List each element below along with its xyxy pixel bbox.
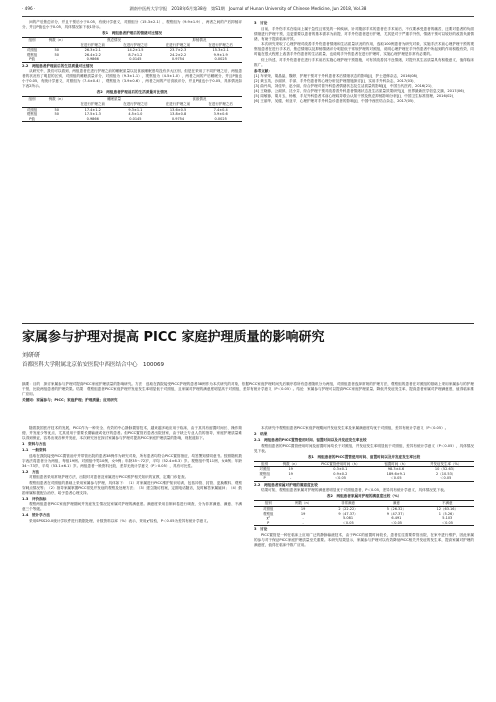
th: 食欲情况 [157,97,242,102]
reference-item: [3] 曲丹凤，刘佳华，赵小丽，综合护理对普外科患者情绪状态及生活质量的影响[J]．中国当代医药，2016(21)． [254,84,436,88]
section-heading: 3 讨论 [254,527,268,532]
cell: 0.0025 [199,57,242,62]
reference-item: [4] 王晓蓉，公淑萍，沈小芬，综合护理干预对改善普外科患者情绪状态及生活质量效果研究[J]．世界最新医学信息文摘，2017(06)． [254,89,468,93]
th: 例数（n） [275,461,306,467]
cell: ＜0.05 [306,476,374,481]
reference-item: [6] 王丽华，吴健，何亚平．心理护理对手外科急诊患者的影响[J]．中国中西医结合杂志，2017(05)． [254,99,418,103]
paragraph: 观察两组患者PICC家庭护理期间并发症发生情况及家属对护理的满意度。满意度采用自制问卷进行调查，分为非常满意、满意、不满意三个等级。 [22,502,242,511]
cell: 0.0145 [114,57,157,62]
table-row [254,476,474,481]
article-title: 家属参与护理对提高 PICC 家庭护理质量的影响研究 [22,330,325,345]
cell: 对照组 [262,506,274,511]
th: 组别 [254,461,275,467]
cell: 观察组 [262,511,274,516]
subsection-heading: 1.1 一般资料 [22,448,47,452]
paragraph: 采用SPSS20.0统计学软件进行数据处理，计数资料以率（%）表示，采用χ²检验，P＜0.05为差异有统计学意义。 [29,518,211,523]
th: 抑郁情况 [157,38,242,43]
cell: ＜0.05 [324,521,372,526]
cell: 0.9866 [71,117,114,122]
emotion-table [22,37,242,63]
th: 组别 [254,501,282,507]
cell: 5.081 [343,516,354,521]
cell: 15.3±2.1 [212,48,229,53]
th: PICC置管使用时间（h） [306,461,374,467]
th: 不满意 [421,501,474,507]
cell: - [282,521,323,526]
cell: 9（47.37） [386,511,407,516]
subsection-heading: 1.4 统计学方法 [22,513,50,517]
th: 在进行护理之前 [71,102,114,107]
cell: P值 [22,117,42,122]
cell: - [302,516,304,521]
paragraph: 观察组患者在对照组的基础上采用家属参与护理，具体如下：（1）对家属进行PICC维护知识培训，包括冲管、封管、更换敷料、观察穿刺点情况等；（2）指导家属掌握PICC常见并发症的观察及处理方法；（3）建立随访档案，定期电话随访，及时解答家属疑问；（4）鼓励家属积极配合治疗，给予患者心理支持。 [22,480,242,495]
cell: 23.7±2.3 [169,48,187,53]
cell: 0.9754 [157,57,200,62]
cell: 6.491 [391,516,402,521]
abstract-text: 摘要：目的 探讨家属参与护理对提高PICC家庭护理质量的影响研究。方法 选取在我院接受PICC护理的患者38例作为本次研究的对象，依据PICC家庭护理时间先后顺序将所有患者随机分为两组，对照组患者选择常规的护理方法，观察组的患者在对照组的基础上采用家属参与的护理干预，比较两组患者的护理效果。结果 观察组患者PICC家庭护理并发症发生率明显低于对照组，且家属对护理的满意度明显高于对照组，差异有统计学意义（P＜0.05）。结论 家属参与护理可以提高PICC家庭护理质量，降低并发症发生率，提高患者家属对护理满意度，值得临床推广应用。 [22,382,474,396]
satisfaction-table [254,500,474,526]
cell: 5.103 [442,516,453,521]
table-caption: 表2 两组患者家属对护理的满意度比较（%） [326,494,402,499]
cell: 对照组 [259,467,270,472]
cell: 3.9±0.6 [213,112,228,117]
cell: 0.0025 [199,117,242,122]
cell: 观察组 [26,52,38,57]
cell: 5（26.32） [386,506,407,511]
bottom-left-column [22,426,242,524]
cell: 17.5±1.3 [84,112,101,117]
cell: 0.3±0.1 [333,467,348,472]
th: 在进行护理之前 [157,43,200,48]
cell: 19 [300,511,306,516]
cell: ＜0.05 [372,521,420,526]
page-header [22,6,474,17]
article-affiliation: 首都医科大学附属北京佑安医院中西医结合中心 100069 [22,362,164,368]
table-row [22,57,242,62]
table2-caption: 表2 两组患者护理前后的生活质量对比情况 [96,90,168,95]
th: 例数（n） [42,38,71,43]
cell: 观察组 [26,112,38,117]
reference-item: [2] 黄玉英，沙丽萍．手部、手外伤患者的心理分析及护理措施探讨[J]．实用手外科杂志，2017(03)． [254,79,418,83]
subsection-heading: 2.2 两组患者家属对护理的满意度比较 [254,482,318,487]
cell: 1（5.26） [438,511,456,516]
section-heading: 3 讨论 [254,21,268,25]
cell: 2（22.22） [338,506,358,511]
table-row [22,117,242,122]
section-heading: 2.2 两组患者护理前后的生活质量对比情况 [22,63,94,68]
cell: P值 [22,57,42,62]
th: 睡眠质量 [71,97,156,102]
paragraph: 本次研究采取了心理护理对改善手外伤患者情绪和生活质量状况的作用，选取100例患者为研究对象，实施手法术前心理护理干预的观察组患者在进行手术后，焦虑情绪以及抑郁情绪评分明显低于常规护理的对照组，说明心理护理在手外伤患者中所起到的作用积极有效，同时能在很大程度上改善手外伤患者的生活质量，也说明手外伤患者在进行护理时，实施心理护理是非常有必要的。 [254,42,474,56]
th: 在进行护理之前 [157,102,200,107]
cell: - [42,57,71,62]
top-right-column [254,20,474,104]
cell: ＜0.05 [421,521,474,526]
section-heading: 2 结果 [254,432,268,436]
th: 在进行护理之后 [199,43,242,48]
th: 例数（n） [42,97,71,102]
abstract-block [22,382,474,403]
cell: 2（10.53） [436,471,456,476]
cell: 50 [54,52,59,57]
cell: 7.4±0.4 [213,107,228,112]
th: 在进行护理之前 [71,43,114,48]
paragraph: 观察组患者的PICC置管使用时间及留置时间均长于对照组，并发症发生率明显低于对照组，差异有统计学意义（P＜0.05），具体情况见下表。 [254,443,474,453]
table1-caption: 表1 两组患者护理后的情绪对比情况 [102,31,162,35]
reference-item: [5] 周敏蓉，胡月玉，杨敏．手足外科患者术前心理疏导联合认知干预及焦虑抑郁影响分析[J]．中国卫生标准管理，2016(02)． [254,94,457,98]
cell: 19 [288,467,293,472]
th: 焦虑情况 [71,38,156,43]
cell: 0.9866 [71,57,114,62]
th: 满意 [372,501,420,507]
page-number: · 496 · [22,6,36,11]
table-caption: 表1 两组患者的PICC置管使用时间、留置时间以及并发症发生率比较 [307,454,421,459]
top-left-column [22,20,242,122]
reference-item: [1] 车荣荣，胡晶晶，魏婷．护理干预对于外科患者术后情绪状态的影响[J]．护士进修杂志，2016(08)． [254,74,421,78]
paragraph: 对照组患者采用常规护理方法，出院时对患者及家属进行PICC维护相关知识的宣教，定期门诊复查。 [29,475,189,479]
cell: 14.2±1.5 [127,48,144,53]
cell: 9.3±1.1 [128,107,143,112]
cell: 10（52.63） [434,467,457,472]
cell: 19 [300,506,306,511]
cell: 26.4±2.2 [84,52,101,57]
cell: 24.2±2.2 [169,52,187,57]
paragraph: 结果可知，观察组患者家属对护理的满意度明显优于对照组患者，P＜0.05，差异具有统计学意义，具体情况见下表。 [261,488,448,493]
paragraph: 选取在我院接受PICC置管治疗并带管出院的患者38例作为研究对象，所有患者均符合PICC置管指征，均签署知情同意书。按照随机数字表法将患者分为两组，每组19例。对照组中男10例，女9例；年龄35～72岁，平均（52.4±6.3）岁。观察组中男11例，女8例；年龄34～73岁，平均（53.1±6.1）岁。两组患者一般资料比较，差异无统计学意义（P＞0.05），具有可比性。 [22,453,242,468]
references-heading: 参考文献： [254,68,272,73]
th: 在进行护理之后 [199,102,242,107]
cell: 9（47.37） [338,511,358,516]
cell: P [254,476,275,481]
cell: 0.9±0.2 [333,471,348,476]
cell: χ² [266,516,270,521]
picc-table [254,461,474,482]
cell: ＜0.05 [417,476,474,481]
cell: 50 [54,112,59,117]
cell: 8.7±1.2 [128,52,143,57]
cell: 对照组 [26,48,38,53]
cell: 4.5±1.0 [128,112,143,117]
cell: 观察组 [259,471,270,476]
cell: 对照组 [26,107,38,112]
th: 组别 [22,97,42,102]
paragraph: 随着我国医疗技术的发展，PICC作为一种安全、有效的中心静脉置管技术，越来越多地应用于临床，由于其具有留置时间长、操作简便、并发症少等优点，尤其适用于需要长期输液或化疗的患者。但PICC置管后患者出院回家，由于缺乏专业人员的指导，家庭护理质量难以得到保证，容易出现各种并发症，本次研究旨在探讨家属参与护理对提高PICC家庭护理质量的影响，现报道如下。 [22,426,242,440]
bottom-right-column [254,426,474,548]
journal-info: 湖南中医药大学学报 2018年6月第38卷 第S1期 Journal of Hunan University of Chinese Medicine, Jun 2018, Vol.38 [129,6,367,11]
paragraph: 综上所述，对手外伤患者在进行手术前后实施心理护理干预措施，可有效改善其不良情绪，对提升其生活质量具有积极意义，值得临床推广。 [254,57,474,67]
subsection-heading: 1.2 方法 [22,469,40,474]
cell: 13.8±0.8 [169,112,187,117]
section-heading: 1 资料与方法 [22,442,47,446]
article-divider [22,323,474,324]
subsection-heading: 1.3 评价指标 [22,496,47,501]
keywords: 关键词：家属参与；PICC；家庭护理；护理质量；应用研究 [22,397,118,402]
cell: 26.3±2.1 [84,48,101,53]
subsection-heading: 2.1 两组患者的PICC置管使用时间、留置时间以及并发症发生率比较 [254,438,367,442]
cell: 17.4±1.2 [84,107,101,112]
article-author: 刘研研 [22,352,41,359]
paragraph: 本次研究中观察组患者PICC家庭护理期间并发症发生率及家属满意度均优于对照组，差异有统计学意义（P＜0.05）。 [261,426,449,430]
paragraph: PICC置管是一种在临床上应用广泛的静脉输液技术，由于PICC的留置时间较长，患者往往需要带管出院，在家中进行维护，因此家属的参与对于保证PICC家庭护理质量至关重要。本研究结果显示，家属参与护理可以有效降低PICC相关并发症的发生率，提高家属对护理的满意度，值得在临床中推广应用。 [254,532,474,547]
cell: ＜0.05 [375,476,418,481]
cell: 0.0145 [114,117,157,122]
cell: 98.3±4.6 [387,467,405,472]
cell: P [254,521,282,526]
paragraph: 目前，手外伤手术在临床上属于急性且常见的一种疾病，针对腹部手术的患者在手术前后，不仅要承受患者的痛苦，还要对患者的负面情绪进行护理干预，这更需要以患者的基本需求为前提，对手外伤患者进行护理，尤其是对于严重手外伤，情绪干预可以较好的改善负面情绪，有助于提高临床疗效。 [254,26,474,41]
cell: 0.9754 [157,117,200,122]
cell: 19 [288,471,293,476]
th: 组别 [22,38,42,43]
table-row [254,521,474,526]
th: 非常满意 [324,501,372,507]
th: 在进行护理之后 [114,43,157,48]
cell: 12（63.16） [436,506,459,511]
cell: 13.6±0.5 [169,107,187,112]
th: 例数（n） [282,501,323,507]
results-intro: 问的产后焦虑评分，并且干预后小于0.05，有统计学意义，对照组分（15.3±2.1），观察组为（9.9±1.9），两者之间的产后抑郁评分，并且P值也小于0.05，具体情况如下表1所示。 [22,20,242,29]
cell: 189.6±9.1 [386,471,406,476]
th: 并发症发生率（%） [417,461,474,467]
cell: - [275,476,306,481]
th: 留置时间（h） [375,461,418,467]
cell: 50 [54,107,59,112]
cell: 50 [54,48,59,53]
quality-table [22,96,242,122]
cell: 9.9±1.9 [213,52,228,57]
th: 在进行护理之后 [114,102,157,107]
cell: - [42,117,71,122]
paragraph: 从研究中，我们可以看到，两组患者在进行护理之前的睡眠质量以及食欲睡眠度均没有多大区别，但是在采用了不同护理之后，两组患者的状况有了明显的区别，对照组的睡眠质量评分，对照组为（9.3±1.1），观察组为（4.5±1.0），两者之间的产后睡眠分，并且P值也小于0.05，有统计学意义，对照组为（7.4±0.4），观察组为（3.9±0.6），两者之间的产后食欲评分，并且P值也小于0.05，具体情况如下表2所示。 [22,69,242,89]
